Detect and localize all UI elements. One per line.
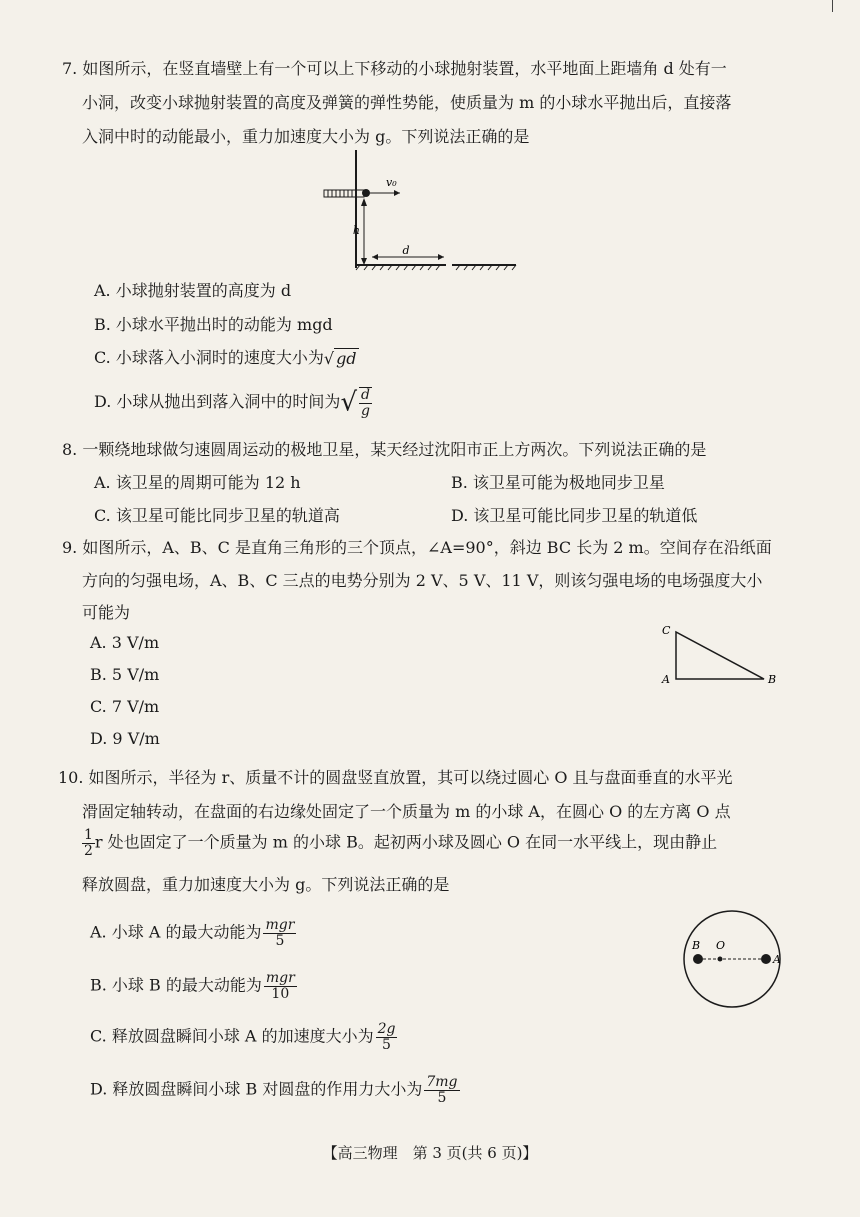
q7-option-d-fraction (359, 387, 372, 418)
q9-stem-line1: 9. 如图所示，A、B、C 是直角三角形的三个顶点，∠A=90°，斜边 BC 长为 2 m。空间存在沿纸面 (62, 538, 772, 557)
q10-option-c (90, 1022, 397, 1052)
q10-stem-line3-text: r 处也固定了一个质量为 m 的小球 B。起初两小球及圆心 O 在同一水平线上，现由静止 (94, 832, 718, 852)
q7-option-c (94, 345, 359, 368)
q9-label-c: C (662, 624, 671, 637)
q7-stem-line1: 7. 如图所示，在竖直墙壁上有一个可以上下移动的小球抛射装置，水平地面上距墙角 d 处有一 (62, 59, 727, 78)
q9-option-a: A. 3 V/m (90, 633, 160, 652)
q10-half-num: 1 (84, 827, 93, 843)
q10-center-o (718, 957, 723, 962)
q7-option-d-sqrt-sign: √ (340, 387, 358, 418)
q10-option-a-fraction (263, 918, 296, 948)
q10-option-c-text: C. 释放圆盘瞬间小球 A 的加速度大小为 (90, 1026, 374, 1046)
q9-label-b: B (768, 673, 777, 686)
q9-stem-line2: 方向的匀强电场，A、B、C 三点的电势分别为 2 V、5 V、11 V，则该匀强电场的电场强度大小 (82, 571, 763, 590)
q10-label-b: B (692, 939, 701, 952)
q7-h-label: h (352, 224, 360, 237)
q8-option-b: B. 该卫星可能为极地同步卫星 (451, 473, 665, 492)
q10-stem-line2: 滑固定轴转动，在盘面的右边缘处固定了一个质量为 m 的小球 A，在圆心 O 的左方离 O 点 (82, 802, 731, 821)
q7-v0-label: v₀ (386, 176, 397, 189)
q7-ball (362, 189, 370, 197)
q7-option-c-radicand: gd (336, 349, 357, 368)
q7-stem-line2: 小洞，改变小球抛射装置的高度及弹簧的弹性势能，使质量为 m 的小球水平抛出后，直接落 (82, 93, 732, 112)
q10-option-a-text: A. 小球 A 的最大动能为 (90, 922, 262, 942)
q10-option-a (90, 918, 296, 948)
q8-stem: 8. 一颗绕地球做匀速圆周运动的极地卫星，某天经过沈阳市正上方两次。下列说法正确的是 (62, 440, 707, 459)
corner-mark (832, 0, 833, 12)
q10-option-c-num: 2g (377, 1021, 396, 1037)
q9-label-a: A (662, 673, 670, 686)
q9-option-c: C. 7 V/m (90, 697, 160, 716)
q7-option-d (94, 387, 372, 418)
q10-option-b-fraction (264, 971, 297, 1001)
q7-option-a: A. 小球抛射装置的高度为 d (94, 281, 292, 300)
q10-ball-a (761, 954, 771, 964)
q10-ball-b (693, 954, 703, 964)
q10-option-d-text: D. 释放圆盘瞬间小球 B 对圆盘的作用力大小为 (90, 1079, 423, 1099)
q10-stem-line4: 释放圆盘，重力加速度大小为 g。下列说法正确的是 (82, 875, 450, 894)
q10-option-c-fraction (376, 1022, 398, 1052)
q7-option-d-num: d (361, 387, 370, 403)
q10-label-a: A (773, 953, 781, 966)
q7-option-d-den: g (361, 402, 370, 419)
q10-option-d-den: 5 (437, 1089, 447, 1106)
q10-option-a-num: mgr (265, 917, 295, 933)
q7-d-label: d (402, 244, 410, 257)
q9-stem-line3: 可能为 (82, 603, 131, 622)
q7-stem-line3: 入洞中时的动能最小，重力加速度大小为 g。下列说法正确的是 (82, 127, 530, 146)
q10-option-d-num: 7mg (426, 1074, 458, 1090)
q8-option-d: D. 该卫星可能比同步卫星的轨道低 (451, 506, 698, 525)
page-footer: 【高三物理 第 3 页(共 6 页)】 (322, 1144, 538, 1162)
q8-option-a: A. 该卫星的周期可能为 12 h (94, 473, 301, 492)
q8-option-c: C. 该卫星可能比同步卫星的轨道高 (94, 506, 340, 525)
q10-option-d-fraction (424, 1075, 459, 1105)
q7-option-b: B. 小球水平抛出时的动能为 mgd (94, 315, 333, 334)
q10-option-c-den: 5 (382, 1036, 391, 1053)
q7-option-c-sqrt: √ gd (323, 349, 357, 368)
q7-option-d-text: D. 小球从抛出到落入洞中的时间为 (94, 392, 341, 412)
q10-option-b-text: B. 小球 B 的最大动能为 (90, 975, 262, 995)
q10-label-o: O (716, 939, 726, 952)
q7-figure (320, 148, 520, 270)
q9-option-d: D. 9 V/m (90, 729, 160, 748)
q9-triangle-figure (660, 622, 790, 692)
q10-option-d (90, 1075, 460, 1105)
q9-option-b: B. 5 V/m (90, 665, 160, 684)
q10-option-b-num: mgr (265, 970, 295, 986)
q10-option-b-den: 10 (271, 985, 290, 1002)
q10-disc-figure (682, 908, 792, 1010)
q10-option-b (90, 971, 297, 1001)
q10-stem-line1: 10. 如图所示，半径为 r、质量不计的圆盘竖直放置，其可以绕过圆心 O 且与盘面垂直的水平光 (58, 768, 733, 787)
q10-option-a-den: 5 (275, 932, 285, 949)
q7-option-c-text: C. 小球落入小洞时的速度大小为 (94, 348, 324, 367)
q10-half-den: 2 (84, 842, 93, 859)
q10-half-fraction (82, 828, 95, 858)
q10-stem-line3 (80, 828, 717, 858)
